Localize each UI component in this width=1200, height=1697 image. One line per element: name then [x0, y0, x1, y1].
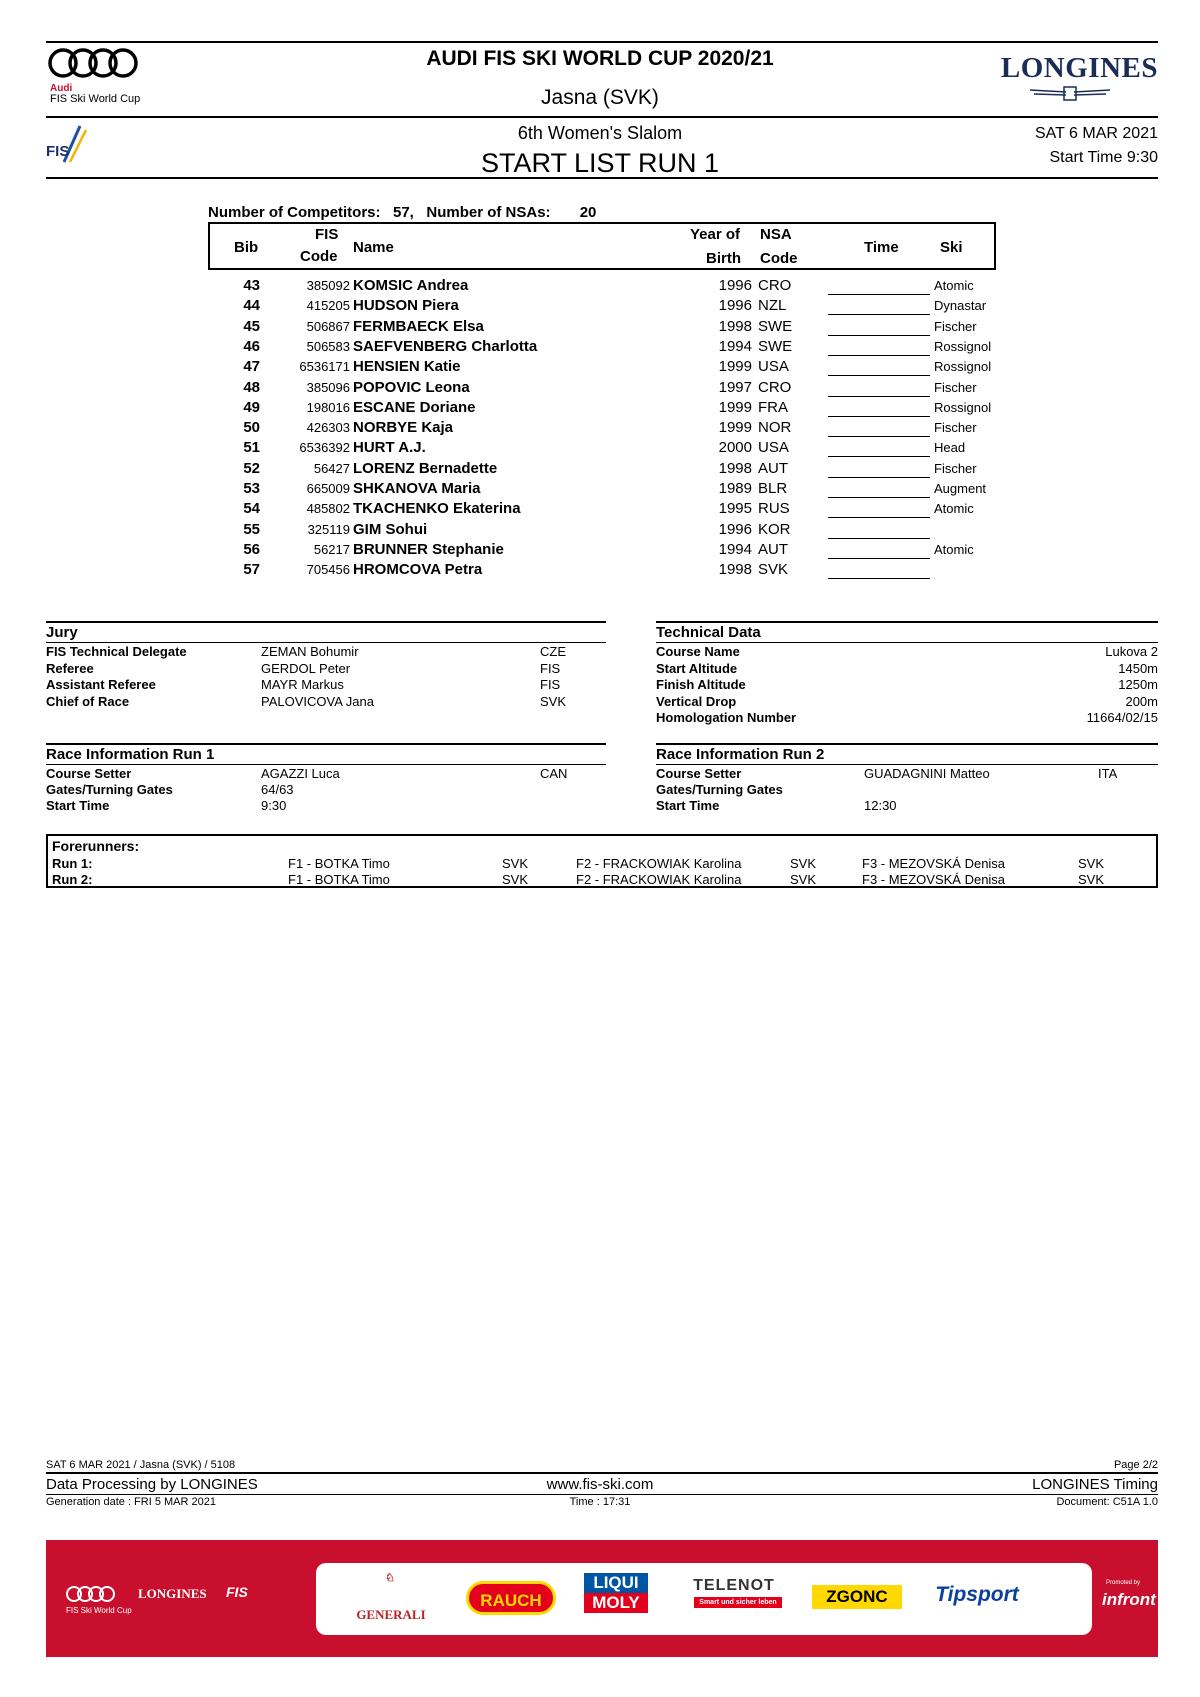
time-field: [828, 375, 930, 376]
footer-document: Document: C51A 1.0: [1056, 1496, 1158, 1508]
sponsor-strip: [316, 1563, 1092, 1635]
nsa-code: CRO: [758, 277, 792, 294]
ski-brand: Fischer: [934, 420, 977, 436]
footer-rule: [46, 1472, 1158, 1474]
run1-start: 9:30: [261, 798, 287, 813]
table-row: [208, 297, 1008, 317]
col-time: Time: [864, 239, 899, 256]
nsa-code: NZL: [758, 297, 787, 315]
audi-brand-text: Audi: [50, 83, 73, 94]
competitor-name: HURT A.J.: [353, 439, 426, 457]
sponsor-zgonc: ZGONC: [812, 1585, 902, 1609]
table-row: [208, 439, 1008, 459]
run2-top-rule: [656, 743, 1158, 745]
run1-title: Race Information Run 1: [46, 746, 215, 763]
competition-title: AUDI FIS SKI WORLD CUP 2020/21: [426, 47, 774, 70]
footer-page: Page 2/2: [1113, 1459, 1158, 1471]
run1-rule: [46, 764, 606, 765]
bib-number: 46: [243, 337, 260, 355]
run2-title: Race Information Run 2: [656, 746, 825, 763]
ski-brand: Fischer: [934, 460, 977, 476]
nsa-code: BLR: [758, 480, 788, 497]
ski-brand: Rossignol: [934, 399, 992, 415]
technical-value: 1450m: [1118, 660, 1158, 676]
header-mid-rule: [46, 116, 1158, 118]
time-field: [828, 335, 930, 336]
competitor-name: LORENZ Bernadette: [353, 459, 498, 477]
event-start-time: Start Time 9:30: [1049, 149, 1158, 166]
nsa-code: AUT: [758, 459, 788, 477]
competitor-name: POPOVIC Leona: [353, 378, 470, 396]
run1-gates-label: Gates/Turning Gates: [46, 782, 173, 797]
bib-number: 45: [243, 317, 260, 335]
nsa-code: SWE: [758, 317, 793, 335]
col-nsa-code: Code: [760, 250, 798, 267]
ski-brand: Atomic: [934, 541, 974, 557]
col-bib: Bib: [234, 239, 259, 256]
technical-title: Technical Data: [656, 624, 761, 641]
run2-start-label: Start Time: [656, 798, 720, 813]
technical-label: Start Altitude: [656, 660, 738, 676]
jury-role: Referee: [46, 660, 94, 676]
fis-code: 56217: [313, 541, 350, 557]
table-row: [208, 318, 1008, 338]
competitor-name: HENSIEN Katie: [353, 358, 461, 376]
competitor-name: HROMCOVA Petra: [353, 561, 483, 579]
competitor-name: HUDSON Piera: [353, 297, 459, 315]
table-row: [208, 277, 1008, 297]
table-row: [208, 561, 1008, 581]
event-date: SAT 6 MAR 2021: [1034, 125, 1158, 142]
time-field: [828, 396, 930, 397]
competitor-name: SAEFVENBERG Charlotta: [353, 337, 538, 355]
time-field: [828, 538, 930, 539]
nsa-code: SVK: [758, 561, 789, 579]
competitor-name: NORBYE Kaja: [353, 419, 454, 437]
run2-gates-label: Gates/Turning Gates: [656, 782, 783, 797]
jury-member: ZEMAN Bohumir: [261, 644, 359, 659]
nsa-code: USA: [758, 439, 789, 457]
fis-code: 56427: [313, 460, 350, 476]
bib-number: 56: [243, 540, 260, 558]
run2-setter-nation: ITA: [1098, 766, 1118, 781]
banner-audi-sub: FIS Ski World Cup: [66, 1606, 132, 1615]
sponsor-telenot-sub: Smart und sicher leben: [694, 1597, 782, 1608]
forerunner-2: F2 - FRACKOWIAK Karolina: [576, 872, 742, 887]
table-row: [208, 460, 1008, 480]
birth-year: 1997: [718, 378, 752, 396]
time-field: [828, 314, 930, 315]
bib-number: 57: [243, 561, 260, 579]
table-row: [208, 500, 1008, 520]
banner-fis: FIS: [226, 1584, 248, 1600]
competitor-name: GIM Sohui: [353, 520, 428, 538]
technical-label: Finish Altitude: [656, 677, 746, 692]
ski-brand: Fischer: [934, 318, 977, 334]
ski-brand: Fischer: [934, 379, 977, 395]
table-row: [208, 379, 1008, 399]
sponsor-generali-lion-icon: ♘: [385, 1572, 395, 1584]
forerunner-3: F3 - MEZOVSKÁ Denisa: [862, 856, 1006, 871]
sponsor-tipsport: Tipsport: [935, 1583, 1019, 1606]
table-row: [208, 419, 1008, 439]
run1-top-rule: [46, 743, 606, 745]
technical-value: Lukova 2: [1105, 644, 1158, 659]
footer-time: Time : 17:31: [569, 1496, 631, 1508]
birth-year: 1996: [718, 520, 752, 538]
run2-start: 12:30: [864, 798, 897, 813]
competitor-name: TKACHENKO Ekaterina: [353, 500, 521, 518]
banner-infront: infront: [1102, 1590, 1156, 1609]
sponsor-banner: [46, 1540, 1158, 1657]
jury-rule: [46, 642, 606, 643]
bib-number: 50: [243, 419, 260, 437]
col-nsa: NSA: [760, 226, 792, 243]
forerunner-1: F1 - BOTKA Timo: [288, 856, 390, 871]
document-title: START LIST RUN 1: [480, 148, 720, 178]
birth-year: 1989: [718, 480, 752, 497]
nsa-code: USA: [758, 358, 789, 376]
nsa-code: NOR: [758, 419, 792, 437]
time-field: [828, 578, 930, 579]
bib-number: 51: [243, 439, 260, 457]
event-name: 6th Women's Slalom: [517, 123, 683, 143]
col-ski: Ski: [940, 239, 963, 256]
technical-value: 1250m: [1118, 677, 1158, 692]
jury-role: Chief of Race: [46, 693, 130, 709]
jury-member: MAYR Markus: [261, 677, 344, 692]
competitor-name: KOMSIC Andrea: [353, 277, 469, 294]
fis-code: 665009: [306, 481, 350, 496]
forerunner-1-nation: SVK: [502, 872, 529, 887]
nsa-code: RUS: [758, 500, 790, 518]
time-field: [828, 294, 930, 295]
jury-nation: SVK: [540, 693, 567, 709]
table-row: [208, 358, 1008, 378]
birth-year: 1999: [718, 419, 752, 437]
table-row: [208, 480, 1008, 500]
birth-year: 1998: [718, 317, 752, 335]
audi-rings-logo: [48, 46, 140, 80]
fis-code: 6536392: [299, 440, 350, 456]
time-field: [828, 456, 930, 457]
banner-promoted: Promoted by: [1106, 1580, 1141, 1586]
forerunners-title: Forerunners:: [52, 838, 140, 854]
header-bottom-rule: [46, 177, 1158, 179]
svg-text:FIS: FIS: [46, 143, 70, 160]
run1-start-label: Start Time: [46, 798, 110, 813]
run1-setter: AGAZZI Luca: [261, 766, 340, 781]
run2-setter-label: Course Setter: [656, 766, 742, 781]
forerunner-3-nation: SVK: [1078, 856, 1105, 871]
col-birth: Birth: [706, 250, 741, 267]
time-field: [828, 558, 930, 559]
birth-year: 1999: [718, 358, 752, 376]
footer-timing: LONGINES Timing: [1032, 1476, 1158, 1493]
birth-year: 1995: [718, 500, 752, 518]
run2-setter: GUADAGNINI Matteo: [864, 766, 990, 781]
ski-brand: Atomic: [934, 501, 974, 517]
nsa-code: FRA: [758, 398, 788, 416]
forerunner-3: F3 - MEZOVSKÁ Denisa: [862, 872, 1006, 887]
nsa-code: AUT: [758, 540, 788, 558]
technical-label: Homologation Number: [656, 710, 797, 725]
run1-gates: 64/63: [261, 782, 294, 797]
nsa-code: KOR: [758, 520, 791, 538]
jury-nation: CZE: [540, 644, 566, 659]
jury-member: PALOVICOVA Jana: [261, 693, 374, 709]
technical-label: Course Name: [656, 644, 740, 659]
competitor-name: SHKANOVA Maria: [353, 480, 481, 497]
competitor-name: ESCANE Doriane: [353, 398, 476, 416]
jury-role: FIS Technical Delegate: [46, 644, 187, 659]
col-name: Name: [353, 239, 394, 256]
jury-role: Assistant Referee: [46, 677, 156, 692]
run2-rule: [656, 764, 1158, 765]
fis-code: 485802: [306, 501, 350, 517]
col-year-of: Year of: [690, 226, 741, 243]
birth-year: 2000: [718, 439, 752, 457]
ski-brand: Atomic: [934, 278, 974, 293]
footer-generation-date: Generation date : FRI 5 MAR 2021: [46, 1496, 216, 1508]
fis-code: 6536171: [299, 359, 350, 375]
sponsor-liqui: LIQUI: [584, 1573, 648, 1593]
nsa-code: SWE: [758, 337, 793, 355]
longines-logo: LONGINES: [1000, 52, 1158, 84]
jury-top-rule: [46, 621, 606, 623]
fis-code: 325119: [307, 521, 350, 537]
bib-number: 55: [243, 520, 260, 538]
fis-code: 506583: [306, 338, 350, 354]
jury-title: Jury: [46, 624, 78, 641]
time-field: [828, 517, 930, 518]
col-fis: FIS: [315, 226, 339, 243]
sponsor-telenot: TELENOT: [693, 1577, 775, 1594]
header-top-rule: [46, 41, 1158, 43]
sponsor-generali: GENERALI: [356, 1607, 426, 1622]
fis-code: 506867: [306, 318, 350, 334]
technical-label: Vertical Drop: [656, 693, 737, 709]
footer-data-processing: Data Processing by LONGINES: [46, 1476, 258, 1493]
venue-title: Jasna (SVK): [541, 86, 659, 109]
jury-member: GERDOL Peter: [261, 660, 351, 676]
table-row: [208, 541, 1008, 561]
audi-subtitle: FIS Ski World Cup: [50, 93, 141, 105]
time-field: [828, 355, 930, 356]
forerunner-1-nation: SVK: [502, 856, 529, 871]
forerunner-2-nation: SVK: [790, 872, 817, 887]
technical-rule: [656, 642, 1158, 643]
table-row: [208, 338, 1008, 358]
fis-code: 198016: [306, 399, 350, 415]
footer-rule-thin: [46, 1494, 1158, 1495]
bib-number: 43: [243, 277, 260, 294]
nsa-code: CRO: [758, 378, 792, 396]
fis-code: 385092: [306, 278, 350, 293]
forerunners-box: [46, 834, 1158, 888]
table-row: [208, 399, 1008, 419]
time-field: [828, 477, 930, 478]
jury-nation: FIS: [540, 677, 561, 692]
forerunner-3-nation: SVK: [1078, 872, 1105, 887]
fis-code: 705456: [306, 562, 350, 578]
ski-brand: Rossignol: [934, 338, 992, 354]
bib-number: 49: [243, 398, 260, 416]
birth-year: 1998: [718, 561, 752, 579]
ski-brand: Dynastar: [934, 298, 987, 314]
run1-setter-nation: CAN: [540, 766, 568, 781]
sponsor-rauch: RAUCH: [466, 1581, 556, 1615]
competitor-name: BRUNNER Stephanie: [353, 540, 504, 558]
bib-number: 54: [243, 500, 260, 518]
birth-year: 1994: [718, 337, 752, 355]
forerunner-run-label: Run 2:: [52, 872, 93, 887]
forerunner-run-label: Run 1:: [52, 856, 93, 871]
bib-number: 52: [243, 459, 260, 477]
forerunner-2-nation: SVK: [790, 856, 817, 871]
footer-website[interactable]: www.fis-ski.com: [546, 1476, 654, 1493]
birth-year: 1999: [718, 398, 752, 416]
fis-logo: [44, 122, 94, 166]
fis-code: 415205: [306, 298, 350, 314]
fis-code: 385096: [306, 379, 350, 395]
jury-nation: FIS: [540, 660, 561, 676]
time-field: [828, 497, 930, 498]
birth-year: 1996: [718, 297, 752, 315]
footer-reference: SAT 6 MAR 2021 / Jasna (SVK) / 5108: [46, 1459, 236, 1471]
competitor-name: FERMBAECK Elsa: [353, 317, 484, 335]
competitor-count: Number of Competitors: 57, Number of NSAs: 20: [208, 204, 597, 221]
birth-year: 1998: [718, 459, 752, 477]
sponsor-moly: MOLY: [584, 1593, 648, 1613]
technical-value: 200m: [1125, 693, 1158, 709]
banner-longines: LONGINES: [138, 1586, 207, 1601]
forerunner-2: F2 - FRACKOWIAK Karolina: [576, 856, 742, 871]
technical-value: 11664/02/15: [1086, 710, 1158, 725]
col-code: Code: [300, 248, 338, 265]
bib-number: 48: [243, 378, 260, 396]
birth-year: 1994: [718, 540, 752, 558]
time-field: [828, 416, 930, 417]
bib-number: 53: [243, 480, 260, 497]
run1-setter-label: Course Setter: [46, 766, 132, 781]
fis-code: 426303: [306, 420, 350, 436]
bib-number: 44: [243, 297, 260, 315]
table-row: [208, 521, 1008, 541]
technical-top-rule: [656, 621, 1158, 623]
banner-audi-rings: [66, 1584, 116, 1604]
time-field: [828, 436, 930, 437]
ski-brand: Rossignol: [934, 359, 992, 375]
bib-number: 47: [243, 358, 260, 376]
ski-brand: Head: [934, 440, 966, 456]
table-header: [208, 222, 996, 270]
ski-brand: Augment: [934, 481, 987, 496]
birth-year: 1996: [718, 277, 752, 294]
longines-wing-icon: [1028, 84, 1112, 102]
forerunner-1: F1 - BOTKA Timo: [288, 872, 390, 887]
